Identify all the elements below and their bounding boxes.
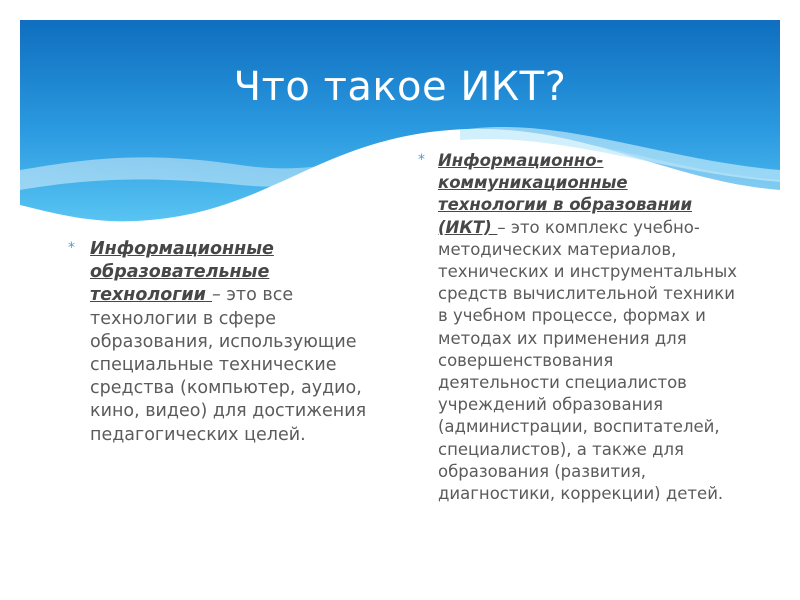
bullet-left (90, 238, 390, 447)
term-left: Информационные образовательные технологии (90, 239, 274, 306)
definition-left: – это все технологии в сфере образования, использующие специальные технические средства (компьютер, аудио, кино, видео) для достижения педагогических целей. (90, 285, 367, 445)
asterisk-bullet-icon: * (418, 152, 425, 168)
asterisk-bullet-icon: * (68, 240, 75, 256)
term-right: Информационно-коммуникационные технологии в образовании (ИКТ) (438, 151, 693, 237)
bullet-right (438, 150, 738, 505)
slide-title: Что такое ИКТ? (233, 64, 567, 110)
definition-right: – это комплекс учебно-методических материалов, технических и инструментальных средств вычислительной техники в учебном процессе, формах и методах их применения для совершенствования деятельности специалистов учреждений образования (администрации, воспитателей, специалистов), а также для образования (развития, диагностики, коррекции) детей. (438, 217, 738, 504)
